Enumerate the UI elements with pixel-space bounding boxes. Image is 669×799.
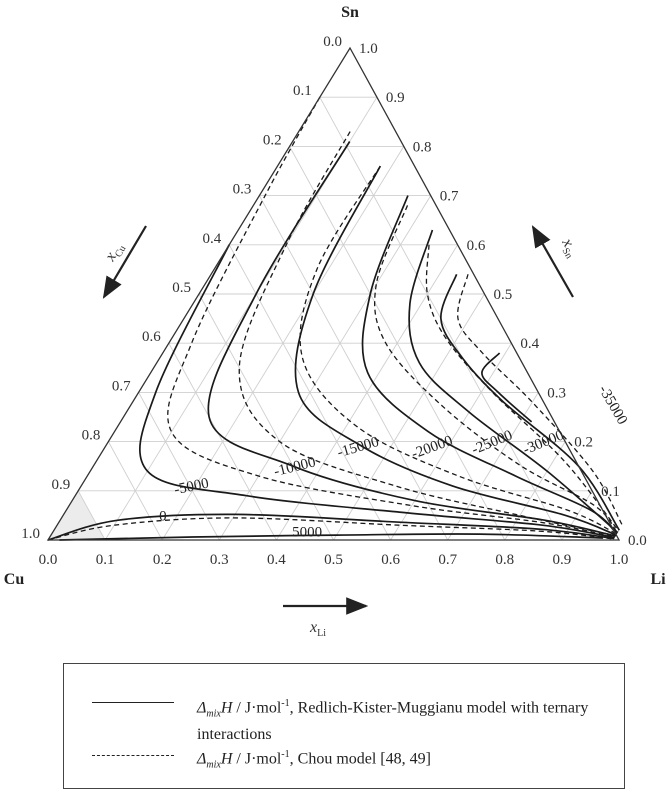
- legend-dashed-line-swatch: [92, 755, 174, 756]
- tick-label-li: 0.7: [438, 552, 458, 568]
- tick-label-cu: 0.3: [232, 181, 252, 198]
- contour-dashed--25000: [426, 245, 618, 531]
- tick-label-li: 0.5: [324, 552, 343, 568]
- tick-label-cu: 0.9: [51, 476, 71, 493]
- contour-label: -30000: [520, 427, 567, 459]
- tick-label-sn: 0.9: [385, 90, 405, 107]
- tick-label-sn: 0.1: [601, 483, 620, 500]
- tick-label-li: 0.8: [495, 552, 515, 568]
- contour-solid-5000: [59, 534, 603, 540]
- tick-label-sn: 1.0: [359, 41, 378, 57]
- tick-label-cu: 0.7: [111, 378, 131, 395]
- vertex-label-li: Li: [650, 571, 666, 588]
- contour-label: -5000: [172, 475, 211, 499]
- tick-label-sn: 0.8: [412, 139, 432, 156]
- contour-solid--25000: [409, 230, 618, 533]
- tick-label-cu: 1.0: [21, 526, 40, 542]
- grid-line-li: [219, 196, 430, 540]
- tick-label-sn: 0.3: [547, 385, 567, 402]
- contour-label: -10000: [272, 454, 318, 481]
- tick-label-cu: 0.6: [142, 329, 161, 346]
- contour-label: 0: [159, 508, 167, 525]
- vertex-label-sn: Sn: [341, 4, 359, 21]
- contour-label: -15000: [335, 434, 381, 462]
- tick-label-sn: 0.5: [493, 287, 513, 303]
- tick-label-cu: 0.8: [81, 427, 101, 444]
- tick-label-li: 0.0: [38, 552, 58, 568]
- contour-lines: [48, 97, 622, 540]
- axis-label-li: $x_{Li}$: [310, 619, 326, 639]
- tick-labels: [21, 34, 647, 568]
- tick-label-cu: 0.0: [323, 34, 342, 50]
- arrow-sn: [533, 227, 573, 297]
- contour-label: 5000: [292, 524, 323, 541]
- contour-label: -25000: [469, 427, 515, 459]
- legend-item-solid: [64, 678, 624, 743]
- grid-line-cu: [259, 196, 447, 540]
- legend-label-solid: $\Delta_{mix}H / J\cdot mol^{-1}$, Redlich-Kister-Muggianu model with ternary interactions: [197, 698, 589, 743]
- legend-solid-line-swatch: [92, 702, 174, 703]
- contour-label: -20000: [409, 432, 455, 463]
- tick-label-sn: 0.2: [574, 434, 593, 451]
- tick-label-cu: 0.2: [262, 132, 282, 149]
- legend-label-dashed: $\Delta_{mix}H / J\cdot mol^{-1}$, Chou model [48, 49]: [197, 749, 431, 771]
- tick-label-cu: 0.5: [172, 280, 191, 296]
- tick-label-li: 0.1: [95, 552, 115, 568]
- legend: [63, 663, 625, 789]
- tick-label-li: 0.6: [381, 552, 400, 568]
- tick-label-li: 1.0: [609, 552, 629, 568]
- tick-label-sn: 0.4: [520, 336, 540, 353]
- vertex-label-cu: Cu: [3, 571, 25, 588]
- legend-item-dashed: [64, 742, 624, 772]
- tick-label-sn: 0.7: [439, 188, 459, 205]
- axis-label-cu: $x_{Cu}$: [101, 243, 129, 264]
- contour-label: -35000: [595, 382, 631, 428]
- tick-label-cu: 0.4: [202, 230, 222, 247]
- vertex-labels: [4, 4, 666, 588]
- tick-label-sn: 0.6: [466, 237, 486, 254]
- tick-label-li: 0.2: [152, 552, 172, 568]
- axis-label-sn: $x_{Sn}$: [558, 235, 577, 261]
- tick-label-sn: 0.0: [628, 533, 647, 549]
- tick-label-li: 0.9: [552, 552, 572, 568]
- tick-label-li: 0.3: [209, 552, 229, 568]
- tick-label-li: 0.4: [267, 552, 286, 568]
- tick-label-cu: 0.1: [293, 83, 312, 100]
